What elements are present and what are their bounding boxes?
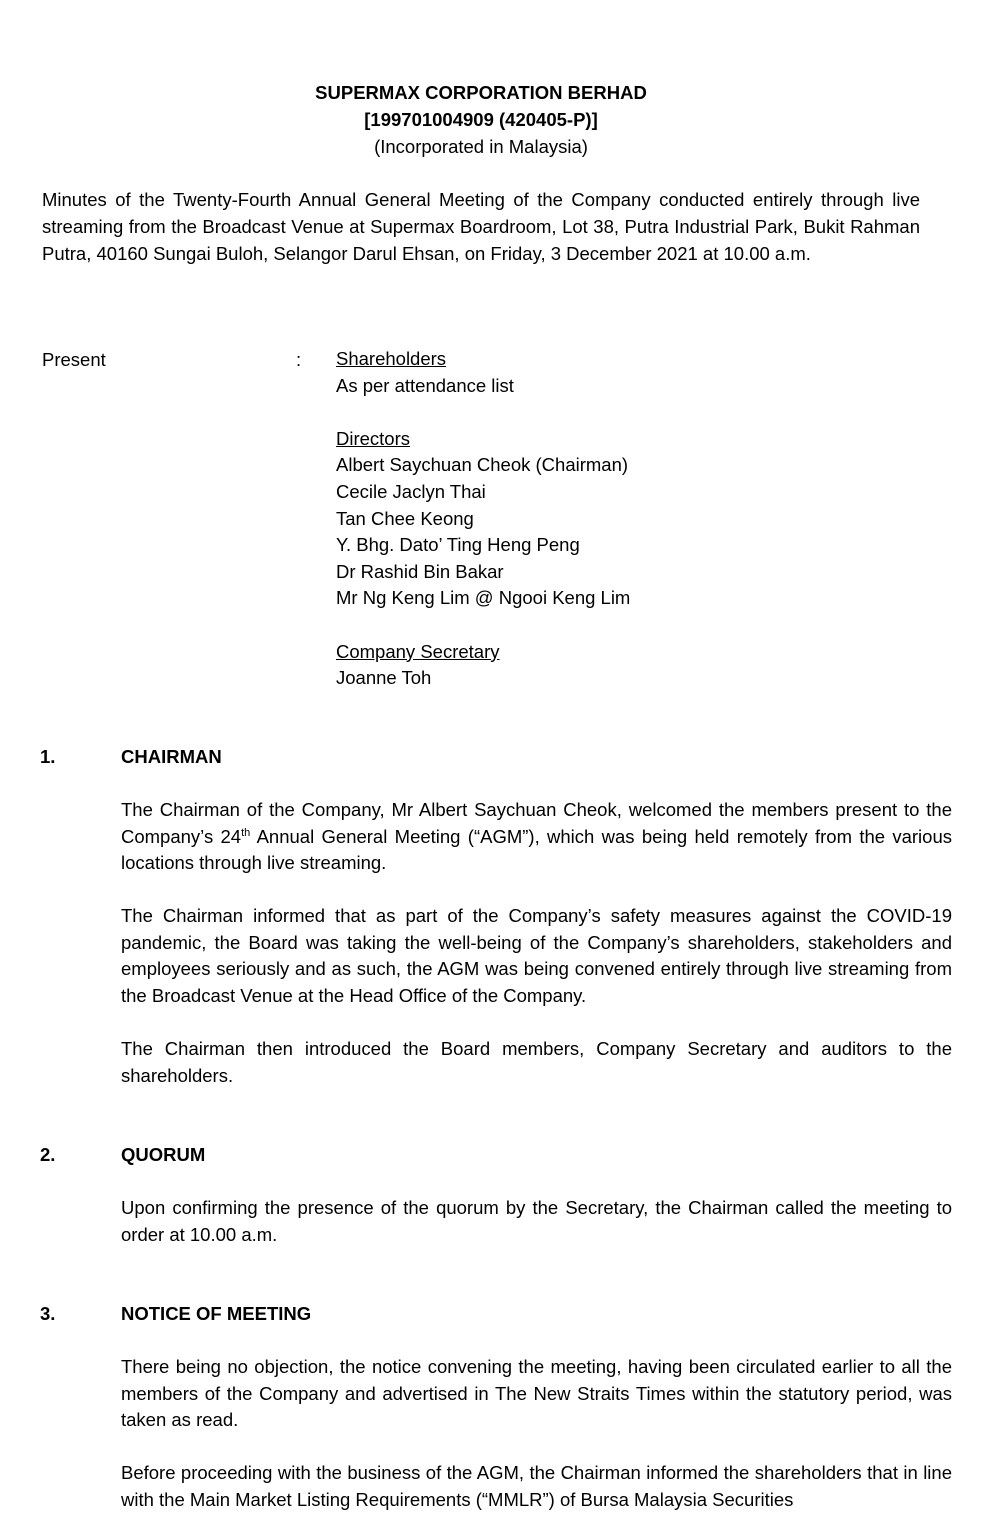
attendance-block xyxy=(336,346,936,718)
ordinal-suffix: th xyxy=(241,826,251,839)
directors-group xyxy=(336,426,936,612)
director-item: Y. Bhg. Dato’ Ting Heng Peng xyxy=(336,534,580,556)
section-title: NOTICE OF MEETING xyxy=(121,1303,312,1324)
section-paragraph: The Chairman then introduced the Board members, Company Secretary and auditors to the shareholders. xyxy=(121,1038,952,1086)
present-colon: : xyxy=(296,349,302,370)
section-number: 3. xyxy=(40,1303,56,1324)
director-item: Dr Rashid Bin Bakar xyxy=(336,560,504,582)
registration-number: [199701004909 (420405-P)] xyxy=(364,109,598,130)
director-item: Albert Saychuan Cheok (Chairman) xyxy=(336,454,629,476)
shareholders-text: As per attendance list xyxy=(336,374,514,396)
secretary-group xyxy=(336,639,936,692)
paragraph-text: The Chairman of the Company, Mr Albert Saychuan Cheok, welcomed the members present to the Company’s 24 xyxy=(121,799,952,847)
section-title: QUORUM xyxy=(121,1144,206,1165)
shareholders-heading: Shareholders xyxy=(336,348,447,369)
section-paragraph xyxy=(121,797,952,877)
section-paragraph: Before proceeding with the business of the AGM, the Chairman informed the shareholders that in line with the Main Market Listing Requirements (“MMLR”) of Bursa Malaysia Securities xyxy=(121,1462,952,1510)
directors-heading: Directors xyxy=(336,427,411,449)
secretary-heading: Company Secretary xyxy=(336,640,500,662)
section-paragraph: There being no objection, the notice convening the meeting, having been circulated earlier to all the members of the Company and advertised in The New Straits Times within the statutory period, was taken as read. xyxy=(121,1356,952,1431)
company-name: SUPERMAX CORPORATION BERHAD xyxy=(315,82,647,103)
minutes-intro: Minutes of the Twenty-Fourth Annual General Meeting of the Company conducted entirely through live streaming from the Broadcast Venue at Supermax Boardroom, Lot 38, Putra Industrial Park, Bukit Rahman Putra, 40160 Sungai Buloh, Selangor Darul Ehsan, on Friday, 3 December 2021 at 10.00 a.m. xyxy=(42,189,920,264)
section-paragraph: Upon confirming the presence of the quorum by the Secretary, the Chairman called the meeting to order at 10.00 a.m. xyxy=(121,1197,952,1245)
section-title: CHAIRMAN xyxy=(121,746,222,767)
paragraph-text: Annual General Meeting (“AGM”), which was being held remotely from the various locations through live streaming. xyxy=(121,825,952,874)
incorporation-note: (Incorporated in Malaysia) xyxy=(374,136,588,157)
director-item: Cecile Jaclyn Thai xyxy=(336,480,486,502)
section-paragraph: The Chairman informed that as part of the Company’s safety measures against the COVID-19 pandemic, the Board was taking the well-being of the Company’s shareholders, stakeholders and employees seriously and as such, the AGM was being convened entirely through live streaming from the Broadcast Venue at the Head Office of the Company. xyxy=(121,905,952,1006)
section-number: 2. xyxy=(40,1144,56,1165)
shareholders-group xyxy=(336,346,936,399)
director-item: Mr Ng Keng Lim @ Ngooi Keng Lim xyxy=(336,587,631,609)
present-label: Present xyxy=(42,349,106,370)
secretary-name: Joanne Toh xyxy=(336,667,432,689)
section-number: 1. xyxy=(40,746,56,767)
director-item: Tan Chee Keong xyxy=(336,507,474,529)
